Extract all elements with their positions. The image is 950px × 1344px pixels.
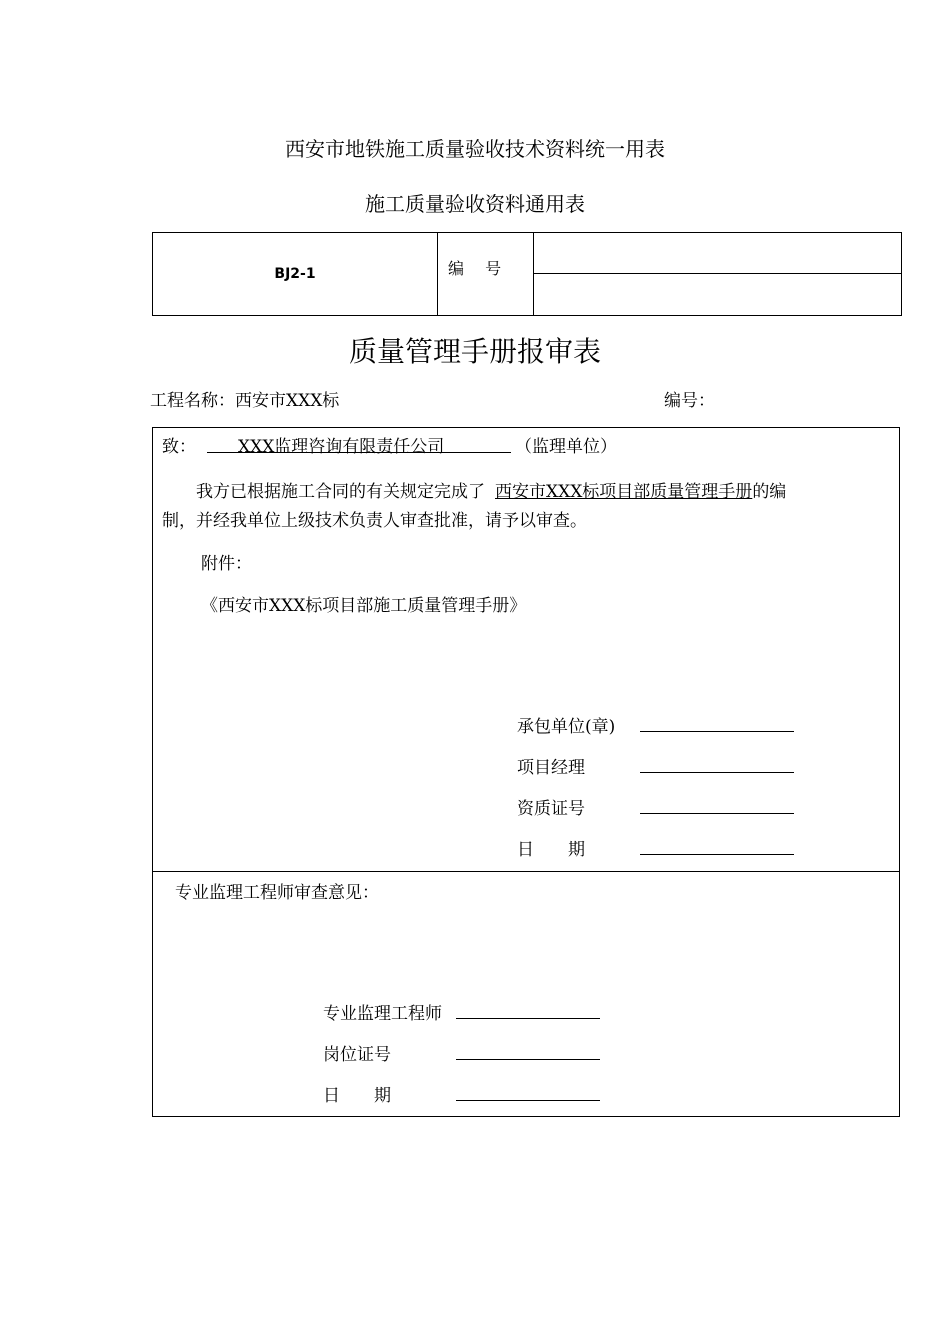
header-number-label: 编 号 [438, 233, 534, 315]
to-label: 致： [162, 437, 196, 457]
form-title: 质量管理手册报审表 [348, 335, 601, 368]
review-date-line[interactable] [456, 1100, 600, 1101]
form-body [152, 427, 900, 1117]
submission-body-line2: 制，并经我单位上级技术负责人审查批准，请予以审查。 [162, 511, 587, 531]
review-post-cert-line[interactable] [456, 1059, 600, 1060]
sig-date-label: 日 期 [517, 840, 585, 860]
body-underlined-manual: 西安市XXX标项目部质量管理手册 [495, 482, 753, 502]
review-engineer-line[interactable] [456, 1018, 600, 1019]
sig-qualification-line[interactable] [640, 813, 794, 814]
document-main-title: 西安市地铁施工质量验收技术资料统一用表 [285, 137, 665, 161]
review-engineer-label: 专业监理工程师 [323, 1004, 442, 1024]
section-divider [153, 871, 899, 872]
sig-contractor-label: 承包单位(章) [517, 717, 616, 737]
attachment-label: 附件： [201, 554, 252, 574]
review-date-label: 日 期 [323, 1086, 391, 1106]
submission-body-line1 [196, 477, 786, 502]
sig-date-line[interactable] [640, 854, 794, 855]
attachment-item: 《西安市XXX标项目部施工质量管理手册》 [201, 596, 527, 616]
body-suffix: 的编 [752, 482, 787, 502]
sig-contractor-line[interactable] [640, 731, 794, 732]
project-number-label: 编号： [664, 391, 715, 411]
to-suffix: （监理单位） [515, 437, 617, 457]
to-value[interactable]: XXX监理咨询有限责任公司 [238, 437, 445, 457]
document-sub-title: 施工质量验收资料通用表 [365, 192, 585, 216]
project-name: 工程名称：西安市XXX标 [150, 391, 340, 411]
header-number-field-2[interactable] [534, 274, 901, 315]
header-table [152, 232, 902, 316]
review-label: 专业监理工程师审查意见： [175, 883, 379, 903]
sig-manager-label: 项目经理 [517, 758, 585, 778]
body-prefix: 我方已根据施工合同的有关规定完成了 [196, 482, 485, 502]
sig-qualification-label: 资质证号 [517, 799, 585, 819]
sig-manager-line[interactable] [640, 772, 794, 773]
header-number-field-1[interactable] [534, 233, 901, 274]
review-post-cert-label: 岗位证号 [323, 1045, 391, 1065]
form-code: BJ2-1 [153, 233, 438, 315]
